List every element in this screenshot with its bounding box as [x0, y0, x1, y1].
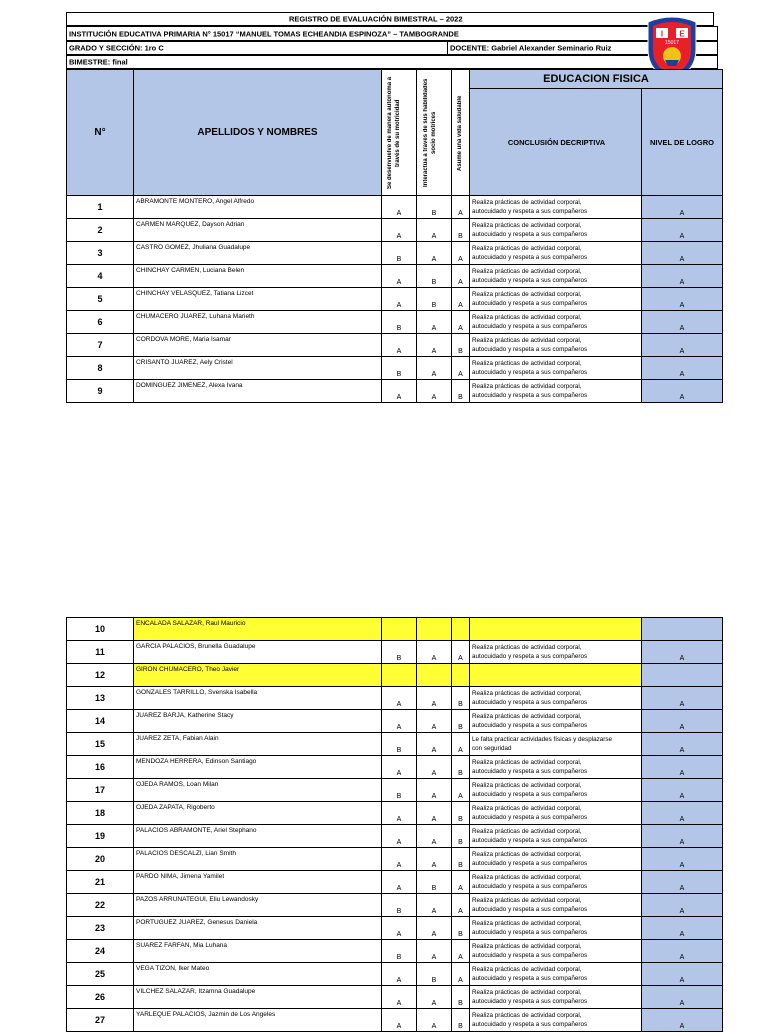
conclusion-line-2: autocuidado y respeta a sus compañeros	[472, 653, 588, 660]
level-cell: A	[642, 940, 723, 963]
conclusion-cell	[470, 733, 642, 756]
student-name: OJEDA ZAPATA, Rigoberto	[134, 802, 382, 825]
grade-comp1: A	[382, 963, 417, 986]
bimester-text: BIMESTRE: final	[69, 57, 128, 67]
student-name: VEGA TIZON, Iker Mateo	[134, 963, 382, 986]
conclusion-line-2: autocuidado y respeta a sus compañeros	[472, 1021, 588, 1028]
level-cell: A	[642, 357, 723, 380]
grade-comp1: B	[382, 779, 417, 802]
conclusion-line-2: autocuidado y respeta a sus compañeros	[472, 906, 588, 913]
col-comp3-header	[452, 70, 470, 196]
grade-comp2: B	[417, 288, 452, 311]
conclusion-line-2: autocuidado y respeta a sus compañeros	[472, 814, 588, 821]
student-row	[67, 618, 723, 641]
student-number: 19	[67, 825, 134, 848]
grade-comp3: A	[452, 641, 470, 664]
conclusion-line-2: autocuidado y respeta a sus compañeros	[472, 975, 588, 982]
level-cell: A	[642, 687, 723, 710]
student-name: CRISANTO JUAREZ, Aely Cristel	[134, 357, 382, 380]
grade-comp3: B	[452, 848, 470, 871]
conclusion-line-1: Realiza prácticas de actividad corporal,	[472, 314, 582, 321]
logo-letter-i: I	[660, 29, 664, 39]
grade-comp3	[452, 618, 470, 641]
grade-comp1: A	[382, 756, 417, 779]
conclusion-cell	[470, 311, 642, 334]
student-number: 11	[67, 641, 134, 664]
grade-comp1: A	[382, 986, 417, 1009]
conclusion-line-2: autocuidado y respeta a sus compañeros	[472, 346, 588, 353]
student-number: 25	[67, 963, 134, 986]
conclusion-line-1: Realiza prácticas de actividad corporal,	[472, 383, 582, 390]
grade-comp3: A	[452, 288, 470, 311]
conclusion-line-2: autocuidado y respeta a sus compañeros	[472, 254, 588, 261]
student-name: PALACIOS ABRAMONTE, Ariel Stephano	[134, 825, 382, 848]
student-number: 12	[67, 664, 134, 687]
student-number: 7	[67, 334, 134, 357]
level-cell: A	[642, 802, 723, 825]
student-name: MENDOZA HERRERA, Edinson Santiago	[134, 756, 382, 779]
grades-table-top	[66, 69, 723, 403]
grade-comp1: A	[382, 380, 417, 403]
conclusion-line-2: autocuidado y respeta a sus compañeros	[472, 300, 588, 307]
grade-comp1: A	[382, 687, 417, 710]
student-name: SUAREZ FARFAN, Mia Luhana	[134, 940, 382, 963]
grade-comp3: B	[452, 756, 470, 779]
student-number: 20	[67, 848, 134, 871]
student-name: ENCALADA SALAZAR, Raul Mauricio	[134, 618, 382, 641]
grade-comp3: A	[452, 311, 470, 334]
conclusion-cell	[470, 825, 642, 848]
report-title	[66, 12, 714, 26]
grade-comp1: A	[382, 917, 417, 940]
student-number: 15	[67, 733, 134, 756]
conclusion-cell	[470, 779, 642, 802]
student-row	[67, 219, 723, 242]
grade-comp3: B	[452, 219, 470, 242]
conclusion-line-2: autocuidado y respeta a sus compañeros	[472, 837, 588, 844]
col-comp2-header	[417, 70, 452, 196]
conclusion-line-1: Realiza prácticas de actividad corporal,	[472, 897, 582, 904]
conclusion-cell	[470, 894, 642, 917]
grade-comp2: A	[417, 219, 452, 242]
logo-letter-e: E	[679, 29, 685, 39]
grade-comp3: A	[452, 733, 470, 756]
conclusion-line-1: Realiza prácticas de actividad corporal,	[472, 291, 582, 298]
student-number: 23	[67, 917, 134, 940]
conclusion-line-1: Realiza prácticas de actividad corporal,	[472, 1012, 582, 1019]
grade-comp2: A	[417, 848, 452, 871]
level-cell: A	[642, 917, 723, 940]
grade-comp1: B	[382, 733, 417, 756]
grade-comp3: A	[452, 871, 470, 894]
conclusion-line-1: Realiza prácticas de actividad corporal,	[472, 199, 582, 206]
level-cell: A	[642, 641, 723, 664]
conclusion-cell	[470, 710, 642, 733]
conclusion-cell	[470, 756, 642, 779]
grade-comp1: B	[382, 242, 417, 265]
grade-comp2: A	[417, 756, 452, 779]
conclusion-cell	[470, 641, 642, 664]
student-name: GIRON CHUMACERO, Theo Javier	[134, 664, 382, 687]
grade-comp2: B	[417, 196, 452, 219]
student-row	[67, 196, 723, 219]
level-cell: A	[642, 288, 723, 311]
grade-comp1: A	[382, 710, 417, 733]
grade-comp2: A	[417, 825, 452, 848]
student-row	[67, 641, 723, 664]
student-row	[67, 664, 723, 687]
student-row	[67, 288, 723, 311]
student-number: 3	[67, 242, 134, 265]
level-cell: A	[642, 756, 723, 779]
conclusion-cell	[470, 380, 642, 403]
level-cell: A	[642, 963, 723, 986]
conclusion-line-1: Realiza prácticas de actividad corporal,	[472, 920, 582, 927]
conclusion-line-2: autocuidado y respeta a sus compañeros	[472, 277, 588, 284]
student-row	[67, 963, 723, 986]
student-row	[67, 940, 723, 963]
grade-comp2: A	[417, 894, 452, 917]
grade-comp2: A	[417, 357, 452, 380]
col-number-header: N°	[67, 70, 134, 196]
grade-comp3: A	[452, 963, 470, 986]
student-number: 4	[67, 265, 134, 288]
grade-comp2: B	[417, 871, 452, 894]
grade-comp3: A	[452, 894, 470, 917]
student-number: 18	[67, 802, 134, 825]
grade-comp3: B	[452, 917, 470, 940]
student-number: 14	[67, 710, 134, 733]
conclusion-line-1: Realiza prácticas de actividad corporal,	[472, 782, 582, 789]
level-cell: A	[642, 380, 723, 403]
grade-comp2: A	[417, 242, 452, 265]
grade-comp2: A	[417, 802, 452, 825]
conclusion-line-2: autocuidado y respeta a sus compañeros	[472, 883, 588, 890]
conclusion-cell	[470, 687, 642, 710]
conclusion-line-2: con seguridad	[472, 745, 512, 752]
student-name: CHUMACERO JUAREZ, Luhana Marieth	[134, 311, 382, 334]
grade-comp1: B	[382, 357, 417, 380]
level-cell: A	[642, 733, 723, 756]
student-row	[67, 802, 723, 825]
conclusion-cell	[470, 664, 642, 687]
grade-comp3: B	[452, 802, 470, 825]
institution-row	[66, 26, 718, 41]
student-row	[67, 986, 723, 1009]
level-cell: A	[642, 710, 723, 733]
grade-comp1: A	[382, 848, 417, 871]
conclusion-cell	[470, 871, 642, 894]
conclusion-line-1: Realiza prácticas de actividad corporal,	[472, 222, 582, 229]
bimester-row	[66, 55, 718, 69]
grade-comp2: B	[417, 265, 452, 288]
grade-comp1: A	[382, 288, 417, 311]
conclusion-line-1: Realiza prácticas de actividad corporal,	[472, 966, 582, 973]
conclusion-line-2: autocuidado y respeta a sus compañeros	[472, 369, 588, 376]
student-row	[67, 265, 723, 288]
student-row	[67, 779, 723, 802]
grade-comp3: A	[452, 242, 470, 265]
grade-comp2: A	[417, 1009, 452, 1032]
student-number: 5	[67, 288, 134, 311]
student-name: GONZALES TARRILLO, Svenska Isabella	[134, 687, 382, 710]
student-row	[67, 242, 723, 265]
grade-comp3	[452, 664, 470, 687]
conclusion-line-1: Realiza prácticas de actividad corporal,	[472, 943, 582, 950]
teacher-text: DOCENTE: Gabriel Alexander Seminario Ruiz	[450, 43, 612, 53]
conclusion-line-1: Realiza prácticas de actividad corporal,	[472, 337, 582, 344]
conclusion-cell	[470, 196, 642, 219]
conclusion-cell	[470, 242, 642, 265]
student-name: JUAREZ ZETA, Fabian Alain	[134, 733, 382, 756]
grades-table-bottom	[66, 617, 723, 1032]
grade-comp2: A	[417, 334, 452, 357]
conclusion-cell	[470, 288, 642, 311]
grade-comp2	[417, 618, 452, 641]
grade-comp2: A	[417, 311, 452, 334]
student-name: CHINCHAY VELASQUEZ, Tatiana Lizcet	[134, 288, 382, 311]
student-row	[67, 733, 723, 756]
student-row	[67, 894, 723, 917]
grade-row	[66, 41, 448, 55]
grade-comp1: A	[382, 334, 417, 357]
conclusion-line-1: Realiza prácticas de actividad corporal,	[472, 805, 582, 812]
grade-comp1: A	[382, 1009, 417, 1032]
level-cell: A	[642, 334, 723, 357]
student-name: GARCIA PALACIOS, Brunella Guadalupe	[134, 641, 382, 664]
student-number: 26	[67, 986, 134, 1009]
grade-comp3: B	[452, 986, 470, 1009]
student-row	[67, 710, 723, 733]
student-name: CHINCHAY CARMEN, Luciana Belen	[134, 265, 382, 288]
conclusion-cell	[470, 986, 642, 1009]
conclusion-line-1: Realiza prácticas de actividad corporal,	[472, 690, 582, 697]
grade-comp2: A	[417, 641, 452, 664]
student-row	[67, 334, 723, 357]
student-name: JUAREZ BARJA, Katherine Stacy	[134, 710, 382, 733]
level-cell: A	[642, 242, 723, 265]
col-names-header: APELLIDOS Y NOMBRES	[134, 70, 382, 196]
conclusion-line-2: autocuidado y respeta a sus compañeros	[472, 929, 588, 936]
comp1-label: Se desenvuelve de manera autónoma a través de su motricidad	[387, 76, 401, 189]
level-cell: A	[642, 311, 723, 334]
grade-comp3: B	[452, 710, 470, 733]
level-cell: A	[642, 848, 723, 871]
student-row	[67, 357, 723, 380]
col-comp1-header	[382, 70, 417, 196]
conclusion-line-1: Realiza prácticas de actividad corporal,	[472, 874, 582, 881]
grade-comp2: A	[417, 779, 452, 802]
student-name: CASTRO GOMEZ, Jhuliana Guadalupe	[134, 242, 382, 265]
grade-comp1: B	[382, 940, 417, 963]
student-row	[67, 687, 723, 710]
conclusion-cell	[470, 963, 642, 986]
student-name: PAZOS ARRUNATEGUI, Eliu Lewandosky	[134, 894, 382, 917]
student-number: 8	[67, 357, 134, 380]
grade-comp2: A	[417, 917, 452, 940]
grade-comp3: A	[452, 196, 470, 219]
student-row	[67, 825, 723, 848]
student-name: OJEDA RAMOS, Loan Milan	[134, 779, 382, 802]
grade-comp2: A	[417, 380, 452, 403]
student-name: CORDOVA MORE, Maria Isamar	[134, 334, 382, 357]
level-cell: A	[642, 219, 723, 242]
student-number: 17	[67, 779, 134, 802]
grade-comp3: B	[452, 1009, 470, 1032]
conclusion-line-2: autocuidado y respeta a sus compañeros	[472, 952, 588, 959]
comp2-label: Interactúa a través de sus habilidades socio motrices	[423, 78, 437, 187]
grade-text: GRADO Y SECCIÓN: 1ro C	[69, 43, 164, 53]
student-number: 27	[67, 1009, 134, 1032]
grade-comp1: A	[382, 825, 417, 848]
conclusion-line-1: Realiza prácticas de actividad corporal,	[472, 851, 582, 858]
level-cell	[642, 664, 723, 687]
conclusion-line-2: autocuidado y respeta a sus compañeros	[472, 392, 588, 399]
student-number: 6	[67, 311, 134, 334]
logo-number: 15017	[665, 40, 679, 46]
conclusion-line-2: autocuidado y respeta a sus compañeros	[472, 231, 588, 238]
level-cell	[642, 618, 723, 641]
conclusion-line-2: autocuidado y respeta a sus compañeros	[472, 768, 588, 775]
grade-comp1: B	[382, 641, 417, 664]
student-row	[67, 380, 723, 403]
student-name: PARDO NIMA, Jimena Yamilet	[134, 871, 382, 894]
conclusion-cell	[470, 219, 642, 242]
student-row	[67, 917, 723, 940]
conclusion-line-2: autocuidado y respeta a sus compañeros	[472, 860, 588, 867]
grade-comp3: B	[452, 825, 470, 848]
student-number: 21	[67, 871, 134, 894]
level-cell: A	[642, 825, 723, 848]
area-header: EDUCACION FISICA	[470, 70, 723, 89]
conclusion-line-1: Realiza prácticas de actividad corporal,	[472, 989, 582, 996]
grade-comp1: A	[382, 802, 417, 825]
student-number: 22	[67, 894, 134, 917]
student-number: 2	[67, 219, 134, 242]
grade-comp2: A	[417, 687, 452, 710]
student-name: VILCHEZ SALAZAR, Itzamna Guadalupe	[134, 986, 382, 1009]
student-name: DOMINGUEZ JIMENEZ, Alexa Ivana	[134, 380, 382, 403]
grade-comp1: A	[382, 265, 417, 288]
grade-comp1: B	[382, 894, 417, 917]
grade-comp2: A	[417, 986, 452, 1009]
level-cell: A	[642, 779, 723, 802]
grade-comp2: B	[417, 963, 452, 986]
grade-comp1	[382, 618, 417, 641]
grade-comp1: A	[382, 219, 417, 242]
conclusion-line-1: Realiza prácticas de actividad corporal,	[472, 759, 582, 766]
student-number: 16	[67, 756, 134, 779]
level-cell: A	[642, 986, 723, 1009]
col-conclusion-header: CONCLUSIÓN DECRIPTIVA	[470, 89, 642, 196]
student-number: 24	[67, 940, 134, 963]
conclusion-cell	[470, 848, 642, 871]
conclusion-line-1: Realiza prácticas de actividad corporal,	[472, 828, 582, 835]
institution-text: INSTITUCIÓN EDUCATIVA PRIMARIA N° 15017 “MANUEL TOMAS ECHEANDIA ESPINOZA” – TAMBOGRANDE	[69, 29, 459, 38]
grade-comp1: B	[382, 311, 417, 334]
student-number: 1	[67, 196, 134, 219]
grade-comp3: A	[452, 940, 470, 963]
student-row	[67, 1009, 723, 1032]
student-number: 13	[67, 687, 134, 710]
conclusion-line-2: autocuidado y respeta a sus compañeros	[472, 323, 588, 330]
level-cell: A	[642, 196, 723, 219]
conclusion-cell	[470, 265, 642, 288]
student-row	[67, 848, 723, 871]
level-cell: A	[642, 1009, 723, 1032]
grade-comp2: A	[417, 710, 452, 733]
conclusion-line-1: Realiza prácticas de actividad corporal,	[472, 360, 582, 367]
comp3-label: Asume una vida saludable	[456, 94, 463, 171]
student-number: 10	[67, 618, 134, 641]
student-name: PORTUGUEZ JUAREZ, Genesus Daniela	[134, 917, 382, 940]
grade-comp2: A	[417, 940, 452, 963]
conclusion-line-2: autocuidado y respeta a sus compañeros	[472, 699, 588, 706]
level-cell: A	[642, 871, 723, 894]
conclusion-cell	[470, 357, 642, 380]
conclusion-cell	[470, 802, 642, 825]
grade-comp3: B	[452, 380, 470, 403]
conclusion-line-1: Realiza prácticas de actividad corporal,	[472, 644, 582, 651]
student-name: YARLEQUE PALACIOS, Jazmin de Los Angeles	[134, 1009, 382, 1032]
conclusion-line-1: Realiza prácticas de actividad corporal,	[472, 713, 582, 720]
grade-comp3: B	[452, 334, 470, 357]
conclusion-cell	[470, 940, 642, 963]
student-name: ABRAMONTE MONTERO, Angel Alfredo	[134, 196, 382, 219]
level-cell: A	[642, 894, 723, 917]
grade-comp1: A	[382, 196, 417, 219]
student-name: PALACIOS DESCALZI, Lian Smith	[134, 848, 382, 871]
grade-comp3: A	[452, 357, 470, 380]
conclusion-line-1: Realiza prácticas de actividad corporal,	[472, 268, 582, 275]
conclusion-line-2: autocuidado y respeta a sus compañeros	[472, 998, 588, 1005]
grade-comp2	[417, 664, 452, 687]
conclusion-line-2: autocuidado y respeta a sus compañeros	[472, 791, 588, 798]
grade-comp3: A	[452, 265, 470, 288]
student-row	[67, 756, 723, 779]
grade-comp1	[382, 664, 417, 687]
student-row	[67, 311, 723, 334]
student-row	[67, 871, 723, 894]
conclusion-cell	[470, 334, 642, 357]
conclusion-cell	[470, 618, 642, 641]
conclusion-line-2: autocuidado y respeta a sus compañeros	[472, 208, 588, 215]
grade-comp3: A	[452, 779, 470, 802]
conclusion-cell	[470, 1009, 642, 1032]
report-title-text: REGISTRO DE EVALUACIÓN BIMESTRAL – 2022	[289, 14, 463, 24]
student-name: CARMEN MARQUEZ, Dayson Adrian	[134, 219, 382, 242]
grade-comp1: A	[382, 871, 417, 894]
conclusion-line-1: Realiza prácticas de actividad corporal,	[472, 245, 582, 252]
conclusion-line-1: Le falta practicar actividades físicas y desplazarse	[472, 736, 612, 743]
conclusion-cell	[470, 917, 642, 940]
col-level-header: NIVEL DE LOGRO	[642, 89, 723, 196]
level-cell: A	[642, 265, 723, 288]
student-number: 9	[67, 380, 134, 403]
grade-comp3: B	[452, 687, 470, 710]
grade-comp2: A	[417, 733, 452, 756]
conclusion-line-2: autocuidado y respeta a sus compañeros	[472, 722, 588, 729]
